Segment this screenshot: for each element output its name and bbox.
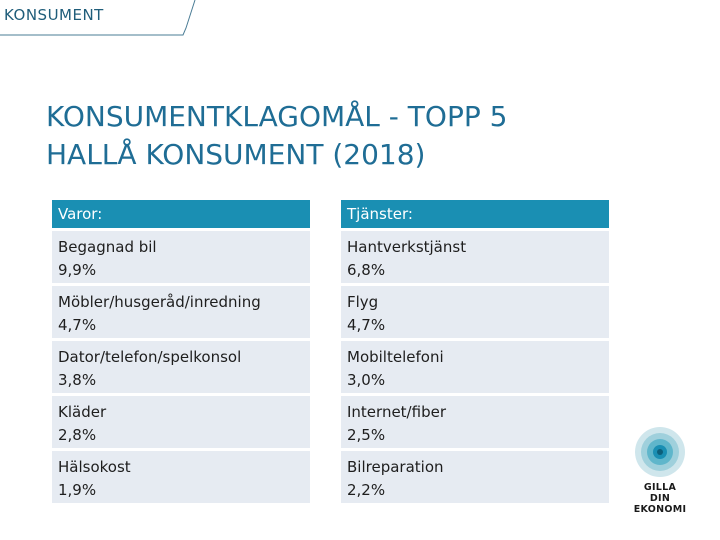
table-row: [341, 341, 609, 393]
row-value: 2,5%: [347, 426, 386, 444]
row-value: 2,8%: [58, 426, 97, 444]
page-title: [46, 98, 606, 174]
row-name: Kläder: [58, 403, 107, 421]
row-value: 3,8%: [58, 371, 97, 389]
row-name: Bilreparation: [347, 458, 444, 476]
title-line-1: KONSUMENTKLAGOMÅL - TOPP 5: [46, 100, 508, 133]
row-value: 4,7%: [58, 316, 97, 334]
gilla-din-ekonomi-logo: [632, 426, 688, 515]
row-value: 9,9%: [58, 261, 97, 279]
logo-line-2: EKONOMI: [633, 504, 687, 515]
table-row: [341, 396, 609, 448]
table-row: [52, 451, 310, 503]
row-name: Internet/fiber: [347, 403, 446, 421]
table-row: [52, 396, 310, 448]
row-name: Begagnad bil: [58, 238, 157, 256]
header-label: KONSUMENT: [4, 6, 104, 24]
row-value: 2,2%: [347, 481, 386, 499]
varor-column: [52, 200, 310, 506]
row-name: Möbler/husgeråd/inredning: [58, 293, 261, 311]
row-value: 6,8%: [347, 261, 386, 279]
table-row: [341, 286, 609, 338]
logo-line-1: GILLA DIN: [643, 482, 677, 504]
target-circle-icon: [632, 426, 688, 482]
title-line-2: HALLÅ KONSUMENT (2018): [46, 138, 426, 171]
row-name: Hälsokost: [58, 458, 131, 476]
row-name: Mobiltelefoni: [347, 348, 444, 366]
row-name: Flyg: [347, 293, 379, 311]
varor-heading: Varor:: [52, 200, 310, 228]
table-row: [52, 231, 310, 283]
logo-text: [632, 482, 688, 515]
row-value: 3,0%: [347, 371, 386, 389]
table-row: [52, 341, 310, 393]
tjanster-heading: Tjänster:: [341, 200, 609, 228]
table-row: [52, 286, 310, 338]
row-name: Dator/telefon/spelkonsol: [58, 348, 242, 366]
table-row: [341, 231, 609, 283]
row-value: 4,7%: [347, 316, 386, 334]
table-row: [341, 451, 609, 503]
row-name: Hantverkstjänst: [347, 238, 467, 256]
tjanster-column: [341, 200, 609, 506]
row-value: 1,9%: [58, 481, 97, 499]
